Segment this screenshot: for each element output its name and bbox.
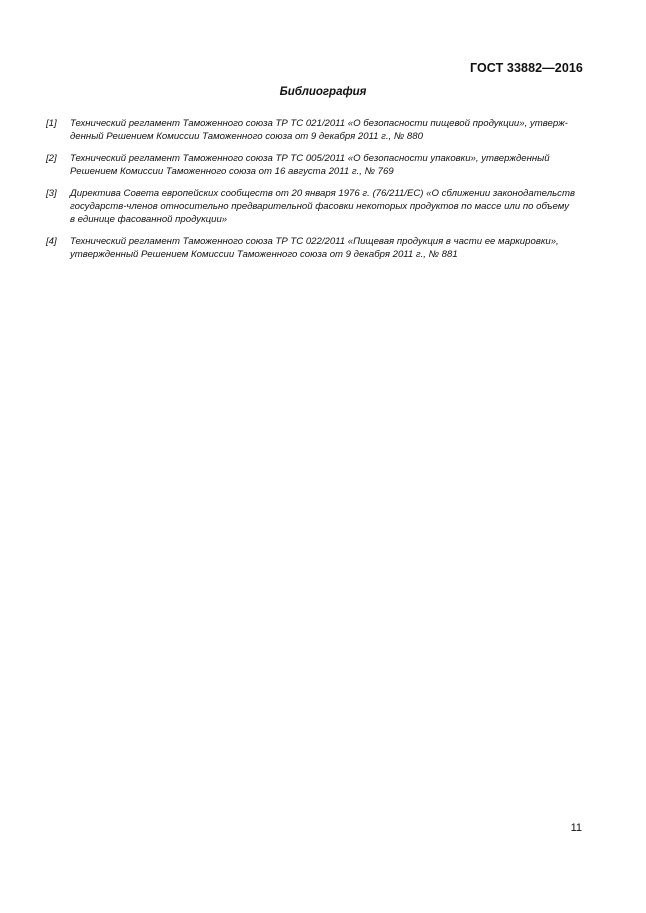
- bibliography-item: [46, 187, 582, 226]
- reference-text: [70, 235, 582, 261]
- reference-line: денный Решением Комиссии Таможенного союза от 9 декабря 2011 г., № 880: [70, 131, 423, 142]
- bibliography-item: [46, 235, 582, 261]
- reference-line: Директива Совета европейских сообществ от 20 января 1976 г. (76/211/ЕС) «О сближении законодательств: [70, 188, 575, 199]
- reference-line: Технический регламент Таможенного союза ТР ТС 005/2011 «О безопасности упаковки», утвержденный: [70, 153, 550, 164]
- reference-line: в единице фасованной продукции»: [70, 214, 228, 225]
- reference-number: [4]: [46, 236, 57, 247]
- reference-line: Технический регламент Таможенного союза ТР ТС 022/2011 «Пищевая продукция в части ее маркировки»,: [70, 236, 559, 247]
- document-code: ГОСТ 33882—2016: [469, 61, 583, 75]
- reference-line: утвержденный Решением Комиссии Таможенного союза от 9 декабря 2011 г., № 881: [70, 249, 458, 260]
- reference-number: [3]: [46, 188, 57, 199]
- bibliography-list: [46, 117, 582, 270]
- reference-number: [1]: [46, 118, 57, 129]
- reference-line: Решением Комиссии Таможенного союза от 16 августа 2011 г., № 769: [70, 166, 394, 177]
- reference-text: [70, 117, 582, 143]
- bibliography-title: Библиография: [279, 86, 367, 98]
- bibliography-item: [46, 152, 582, 178]
- reference-number: [2]: [46, 153, 57, 164]
- reference-text: [70, 187, 582, 226]
- bibliography-item: [46, 117, 582, 143]
- reference-line: государств-членов относительно предварительной фасовки некоторых продуктов по массе или по объему: [70, 201, 569, 212]
- reference-text: [70, 152, 582, 178]
- reference-line: Технический регламент Таможенного союза ТР ТС 021/2011 «О безопасности пищевой продукции», утверж-: [70, 118, 568, 129]
- page-number: 11: [570, 822, 582, 834]
